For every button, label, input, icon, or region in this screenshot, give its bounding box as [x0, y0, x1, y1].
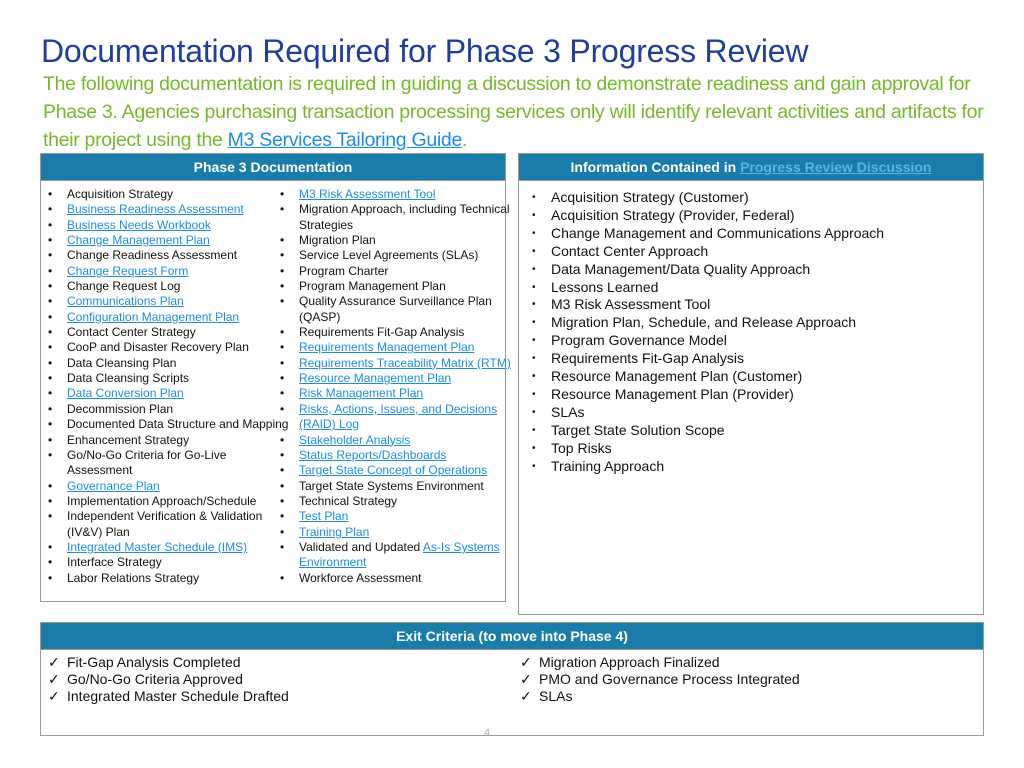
- documentation-text: Validated and Updated: [299, 539, 423, 554]
- information-item: • M3 Risk Assessment Tool: [525, 296, 884, 314]
- documentation-link[interactable]: Status Reports/Dashboards: [299, 447, 447, 462]
- documentation-item[interactable]: [273, 433, 511, 448]
- page-title: Documentation Required for Phase 3 Progress Review: [41, 33, 809, 69]
- documentation-item: [273, 310, 511, 325]
- documentation-text: Implementation Approach/Schedule: [67, 493, 257, 508]
- documentation-item: [41, 325, 288, 340]
- information-panel: [518, 153, 984, 615]
- checkmark-icon: ✓: [520, 671, 532, 687]
- documentation-text: Technical Strategy: [299, 493, 398, 508]
- documentation-link[interactable]: Configuration Management Plan: [67, 309, 240, 324]
- exit-criterion: [41, 654, 289, 671]
- documentation-link[interactable]: Resource Management Plan: [299, 371, 452, 386]
- documentation-text: Decommission Plan: [67, 401, 174, 416]
- intro-text: The following documentation is required in guiding a discussion to demonstrate readiness and gain approval for Phase 3. Agencies purchasing transaction processing services only will identify relevant activities and artifacts for their project using the: [43, 73, 984, 151]
- checkmark-icon: ✓: [520, 688, 532, 704]
- information-item: • Change Management and Communications Approach: [525, 225, 884, 243]
- documentation-link[interactable]: Integrated Master Schedule (IMS): [67, 539, 248, 554]
- documentation-item[interactable]: [41, 479, 288, 494]
- documentation-link[interactable]: Data Conversion Plan: [67, 386, 184, 401]
- documentation-link[interactable]: Communications Plan: [67, 294, 184, 309]
- documentation-item: [273, 571, 511, 586]
- checkmark-icon: ✓: [520, 654, 532, 670]
- documentation-text: Go/No-Go Criteria for Go-Live: [67, 447, 227, 462]
- information-header: [519, 154, 983, 181]
- documentation-item: [41, 463, 288, 478]
- information-item: • Contact Center Approach: [525, 243, 884, 261]
- documentation-text: Requirements Fit-Gap Analysis: [299, 325, 465, 340]
- documentation-item[interactable]: [273, 525, 511, 540]
- documentation-text: Migration Plan: [299, 233, 376, 248]
- documentation-text: Program Charter: [299, 263, 389, 278]
- information-item: • Top Risks: [525, 440, 884, 458]
- documentation-item: [41, 402, 288, 417]
- documentation-item[interactable]: [41, 294, 288, 309]
- exit-criteria-column-2: [513, 654, 800, 705]
- documentation-text: Labor Relations Strategy: [67, 570, 200, 585]
- exit-criterion-text: Fit-Gap Analysis Completed: [67, 654, 241, 670]
- checkmark-icon: ✓: [48, 688, 60, 704]
- exit-criterion: [41, 688, 289, 705]
- documentation-link[interactable]: (RAID) Log: [299, 417, 360, 432]
- documentation-item[interactable]: [273, 371, 511, 386]
- documentation-text: Change Request Log: [67, 279, 181, 294]
- documentation-item[interactable]: [41, 202, 288, 217]
- information-list: [525, 189, 884, 476]
- checkmark-icon: ✓: [48, 671, 60, 687]
- documentation-item: [41, 356, 288, 371]
- documentation-item: [41, 555, 288, 570]
- exit-criterion-text: PMO and Governance Process Integrated: [539, 671, 800, 687]
- documentation-item[interactable]: [273, 187, 511, 202]
- information-item: • Resource Management Plan (Customer): [525, 368, 884, 386]
- documentation-item: [41, 494, 288, 509]
- documentation-item[interactable]: [273, 463, 511, 478]
- documentation-item: [273, 479, 511, 494]
- documentation-item: [41, 509, 288, 524]
- documentation-item[interactable]: [41, 386, 288, 401]
- information-item: • Requirements Fit-Gap Analysis: [525, 350, 884, 368]
- documentation-item: [273, 218, 511, 233]
- exit-criterion: [513, 688, 800, 705]
- information-item: • Training Approach: [525, 458, 884, 476]
- information-item: • Data Management/Data Quality Approach: [525, 261, 884, 279]
- documentation-link[interactable]: Change Management Plan: [67, 233, 210, 248]
- documentation-item: [273, 294, 511, 309]
- documentation-item: [41, 340, 288, 355]
- documentation-item: [273, 202, 511, 217]
- documentation-item[interactable]: [273, 340, 511, 355]
- documentation-item[interactable]: [273, 509, 511, 524]
- documentation-link[interactable]: Governance Plan: [67, 478, 160, 493]
- documentation-item[interactable]: [41, 310, 288, 325]
- information-item: • Migration Plan, Schedule, and Release Approach: [525, 314, 884, 332]
- documentation-link[interactable]: M3 Risk Assessment Tool: [299, 187, 436, 201]
- documentation-item: [273, 325, 511, 340]
- exit-criteria-column-1: [41, 654, 289, 705]
- information-item: • Resource Management Plan (Provider): [525, 386, 884, 404]
- documentation-text: Program Management Plan: [299, 279, 446, 294]
- exit-criterion-text: Migration Approach Finalized: [539, 654, 720, 670]
- documentation-link[interactable]: Requirements Traceability Matrix (RTM): [299, 355, 511, 370]
- documentation-link[interactable]: Environment: [299, 555, 367, 570]
- documentation-link[interactable]: Business Readiness Assessment: [67, 202, 244, 217]
- documentation-item: [41, 279, 288, 294]
- documentation-text: (QASP): [299, 309, 341, 324]
- documentation-item: [273, 540, 511, 555]
- exit-criterion: [513, 654, 800, 671]
- information-item: • Acquisition Strategy (Customer): [525, 189, 884, 207]
- page-number: 4: [484, 727, 491, 739]
- documentation-link[interactable]: As-Is Systems: [422, 539, 500, 554]
- documentation-text: Assessment: [67, 463, 133, 478]
- documentation-link[interactable]: Test Plan: [299, 509, 349, 524]
- intro-paragraph: [43, 70, 1008, 154]
- phase3-documentation-panel: [40, 153, 511, 602]
- progress-review-link[interactable]: Progress Review Discussion: [740, 159, 932, 175]
- documentation-item[interactable]: [41, 233, 288, 248]
- documentation-text: Target State Systems Environment: [299, 478, 484, 493]
- documentation-item: [273, 248, 511, 263]
- information-item: • Target State Solution Scope: [525, 422, 884, 440]
- documentation-text: Strategies: [299, 217, 354, 232]
- checkmark-icon: ✓: [48, 654, 60, 670]
- documentation-column-2: [273, 187, 511, 586]
- exit-criteria-header: Exit Criteria (to move into Phase 4): [41, 623, 983, 650]
- documentation-item: [41, 417, 288, 432]
- documentation-text: Workforce Assessment: [299, 570, 422, 585]
- documentation-item: [41, 433, 288, 448]
- exit-criterion-text: Integrated Master Schedule Drafted: [67, 688, 289, 704]
- documentation-link[interactable]: Stakeholder Analysis: [299, 432, 411, 447]
- documentation-item: [41, 448, 288, 463]
- documentation-text: Independent Verification & Validation: [67, 509, 263, 524]
- documentation-item: [273, 233, 511, 248]
- exit-criterion-text: Go/No-Go Criteria Approved: [67, 671, 243, 687]
- documentation-item[interactable]: [273, 402, 511, 417]
- documentation-text: Service Level Agreements (SLAs): [299, 248, 479, 263]
- documentation-link[interactable]: Training Plan: [299, 524, 370, 539]
- intro-end: .: [462, 129, 468, 151]
- documentation-item[interactable]: [273, 417, 511, 432]
- exit-criterion-text: SLAs: [539, 688, 573, 704]
- documentation-item: [41, 525, 288, 540]
- documentation-item[interactable]: [273, 356, 511, 371]
- exit-criterion: [41, 671, 289, 688]
- documentation-link[interactable]: Risks, Actions, Issues, and Decisions: [299, 401, 498, 416]
- documentation-item[interactable]: [273, 448, 511, 463]
- documentation-link[interactable]: Change Request Form: [67, 263, 189, 278]
- documentation-link[interactable]: Target State Concept of Operations: [299, 463, 488, 478]
- documentation-text: Interface Strategy: [67, 555, 162, 570]
- documentation-item: [41, 248, 288, 263]
- documentation-text: (IV&V) Plan: [67, 524, 130, 539]
- documentation-text: CooP and Disaster Recovery Plan: [67, 340, 249, 355]
- documentation-text: Enhancement Strategy: [67, 432, 190, 447]
- documentation-link[interactable]: Business Needs Workbook: [67, 217, 211, 232]
- documentation-text: Change Readiness Assessment: [67, 248, 238, 263]
- documentation-item: [41, 187, 288, 202]
- documentation-link[interactable]: Risk Management Plan: [299, 386, 424, 401]
- exit-criteria-panel: [40, 622, 984, 736]
- documentation-column-1: [41, 187, 288, 586]
- documentation-text: Acquisition Strategy: [67, 187, 174, 201]
- documentation-item: [273, 279, 511, 294]
- documentation-text: Contact Center Strategy: [67, 325, 196, 340]
- tailoring-guide-link[interactable]: M3 Services Tailoring Guide: [227, 129, 462, 151]
- documentation-link[interactable]: Requirements Management Plan: [299, 340, 475, 355]
- documentation-text: Data Cleansing Scripts: [67, 371, 190, 386]
- documentation-item: [41, 371, 288, 386]
- documentation-item: [273, 494, 511, 509]
- documentation-item: [41, 571, 288, 586]
- information-item: • Lessons Learned: [525, 279, 884, 297]
- documentation-text: Quality Assurance Surveillance Plan: [299, 294, 492, 309]
- documentation-item[interactable]: [273, 386, 511, 401]
- documentation-item: [273, 264, 511, 279]
- exit-criterion: [513, 671, 800, 688]
- information-item: • SLAs: [525, 404, 884, 422]
- documentation-item[interactable]: [41, 540, 288, 555]
- phase3-documentation-header: Phase 3 Documentation: [41, 154, 505, 181]
- documentation-text: Documented Data Structure and Mapping: [67, 417, 289, 432]
- documentation-item[interactable]: [41, 264, 288, 279]
- documentation-item[interactable]: [273, 555, 511, 570]
- documentation-text: Data Cleansing Plan: [67, 355, 177, 370]
- documentation-text: Migration Approach, including Technical: [299, 202, 510, 217]
- information-item: • Acquisition Strategy (Provider, Federal): [525, 207, 884, 225]
- information-header-prefix: Information Contained in: [570, 159, 741, 175]
- documentation-item[interactable]: [41, 218, 288, 233]
- information-item: • Program Governance Model: [525, 332, 884, 350]
